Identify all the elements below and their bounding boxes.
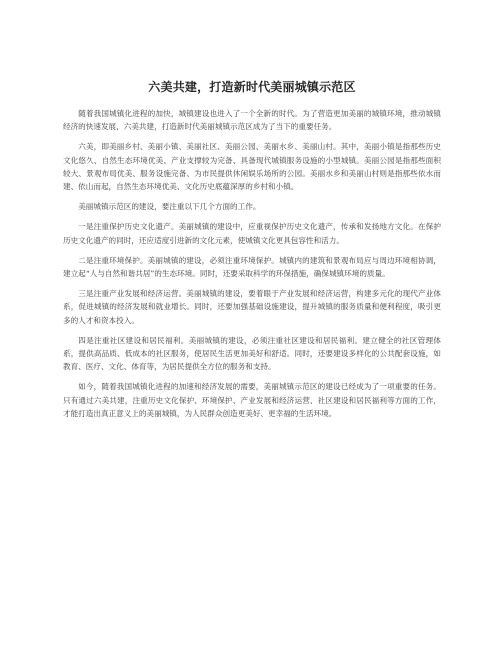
paragraph-heritage: 一是注重保护历史文化遗产。美丽城镇的建设中，应重视保护历史文化遗产，传承和发扬地方文化。在保护历史文化遗产的同时，还应适度引进新的文化元素，使城镇文化更具包容性和活力。 [63, 222, 441, 245]
paragraph-conclusion: 如今，随着我国城镇化进程的加速和经济发展的需要，美丽城镇示范区的建设已经成为了一项重要的任务。只有通过六美共建，注重历史文化保护、环境保护、产业发展和经济运营、社区建设和居民福利等方面的工作，才能打造出真正意义上的美丽城镇，为人民群众创造更美好、更幸福的生活环境。 [63, 382, 441, 418]
paragraph-environment: 二是注重环境保护。美丽城镇的建设，必须注重环境保护。城镇内的建筑和景观布局应与周边环境相协调，建立起“人与自然和谐共居”的生态环境。同时，还要采取科学的环保措施，确保城镇环境的质量。 [63, 255, 441, 279]
paragraph-community: 四是注重社区建设和居民福利。美丽城镇的建设，必须注重社区建设和居民福利。建立健全的社区管理体系，提供高品质、低成本的社区服务，使居民生活更加美好和舒适。同时，还要建设多样化的公共配套设施，如教育、医疗、文化、体育等，为居民提供全方位的服务和支持。 [63, 335, 441, 372]
paragraph-work-aspects: 美丽城镇示范区的建设，要注重以下几个方面的工作。 [78, 202, 261, 212]
document-page [63, 78, 441, 427]
paragraph-industry: 三是注重产业发展和经济运营。美丽城镇的建设，要着眼于产业发展和经济运营，构建多元化的现代产业体系，促进城镇的经济发展和就业增长。同时，还要加强基础设施建设，提升城镇的服务质量和便利程度，吸引更多的人才和资本投入。 [63, 289, 441, 325]
document-title: 六美共建，打造新时代美丽城镇示范区 [148, 80, 356, 94]
paragraph-six-beauties: 六美，即美丽乡村、美丽小镇、美丽社区、美丽公园、美丽水乡、美丽山村。其中，美丽小镇是指那些历史文化悠久、自然生态环境优美、产业支撑较为完备、具备现代城镇服务设施的小型城镇。美丽公园是指那些面积较大、景观布局优美、服务设施完备、为市民提供休闲娱乐场所的公园。美丽水乡和美丽山村则是指那些依水而建、依山而起，自然生态环境优美、文化历史底蕴深厚的乡村和小镇。 [63, 142, 441, 192]
paragraph-intro: 随着我国城镇化进程的加快，城镇建设也进入了一个全新的时代。为了营造更加美丽的城镇环境，推动城镇经济的快速发展，六美共建，打造新时代美丽城镇示范区成为了当下的重要任务。 [63, 109, 441, 132]
